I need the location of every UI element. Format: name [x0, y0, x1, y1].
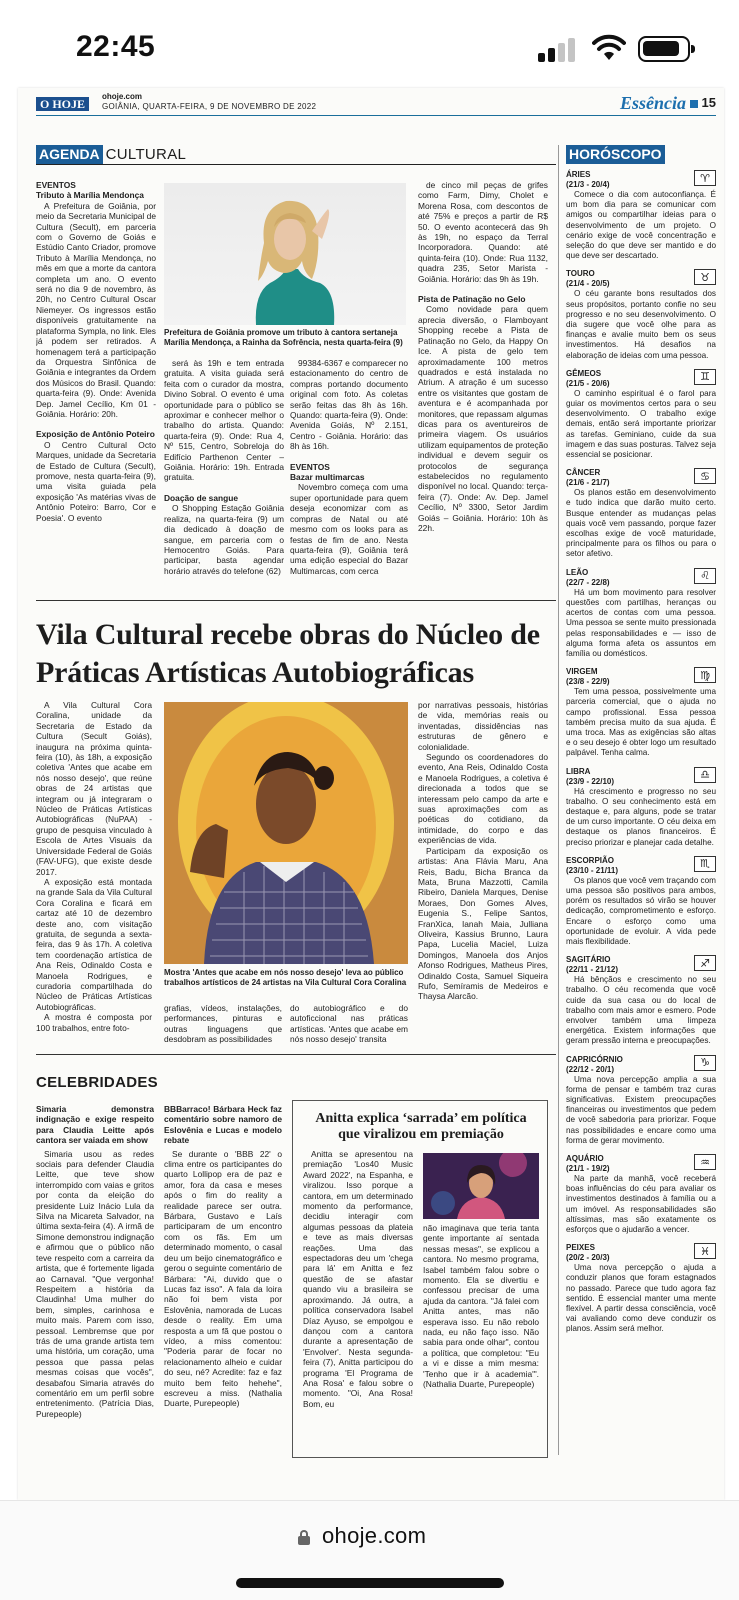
anitta-photo: [423, 1153, 539, 1219]
article-text: do autobiográfico e do autoficcional nas práticas artísticas. 'Antes que acabe em nós nosso desejo' transita: [290, 1003, 408, 1045]
sign-text: Há um bom movimento para resolver questões com partilhas, heranças ou acertos de contas com uma pessoa. Uma pessoa se sente muito pressionada pelas responsabilidades e — isso de alguma forma afeta os assuntos em família ou domésticos.: [566, 587, 716, 658]
article-text: Segundo os coordenadores do evento, Ana Reis, Odinaldo Costa e Manoela Rodrigues, a coletiva é direcionada a todos que se interessam pelo campo da arte e suas aproximações com as poéticas do cotidiano, da intimidade, do corpo e das experiências de vida.: [418, 752, 548, 846]
pisces-icon: ♓: [694, 1243, 716, 1259]
anitta-box: [292, 1100, 548, 1458]
newspaper-page[interactable]: [18, 88, 724, 1500]
agenda-title-rest: CULTURAL: [105, 146, 187, 163]
sign-name: LIBRA: [566, 766, 591, 776]
article-text: 99384-6367 e comparecer no estacionamento do centro de compras portando documento original com foto. As coletas serão feitas das 8h às 16h. Quando: quarta-feira (9). Onde: Avenida Goiás, Nº 2.151, Centro - Goiânia. Horário: das 8h às 16h.: [290, 358, 408, 452]
sign-text: Os planos estão em desenvolvimento e tudo indica que darão muito certo. Busque entender as mudanças pelas quais você vem passando, porque fazer escolhas exige de você maturidade, principalmente para os filhos ou para o setor afetivo.: [566, 488, 716, 559]
vila-column-3: [290, 1003, 408, 1045]
sign-dates: (23/9 - 22/10): [566, 776, 615, 786]
sign-name: CAPRICÓRNIO: [566, 1054, 623, 1064]
horoscope-sign: [566, 767, 716, 848]
cancer-icon: ♋: [694, 468, 716, 484]
sign-name: ESCORPIÃO: [566, 855, 615, 865]
scorpio-icon: ♏: [694, 856, 716, 872]
horoscope-sign: [566, 568, 716, 659]
sign-name: GÊMEOS: [566, 368, 602, 378]
horoscope-sign: [566, 369, 716, 460]
home-indicator[interactable]: [236, 1578, 504, 1588]
sign-text: Há crescimento e progresso no seu trabalho. O seu conhecimento está em destaque e, para alguns, pode se tratar de um curso importante. O céu deixa em destaque os planos financeiros. É preciso priorizar e planejar cada detalhe.: [566, 786, 716, 847]
horoscope-sign: [566, 955, 716, 1046]
article-text: Simaria usou as redes sociais para defender Claudia Leitte, que teve show interrompido com vaias e gritos por conta da eleição do presidente Luiz Inácio Lula da Silva na Micareta Salvador, na última sexta-feira (4). A irmã de Simone demonstrou indignação e afirmou que o público não teve respeito com a carreira da artista, que é fortemente ligada ao Carnaval. "Que vergonha! Respeitem a história da Claudinha! Uma mulher do bem, simples, carinhosa e muito mais. Parem com isso, pessoal. Lembremse que por trás de uma grande artista tem uma história, um coração, uma pessoa que passa pelas mesmas coisas que vocês", desabafou Simaria através do comentário em um perfil sobre entretenimento. (Patrícia Dias, Purepeople): [36, 1148, 154, 1419]
horoscope-sign: [566, 170, 716, 261]
article-text: por narrativas pessoais, histórias de vida, memórias reais ou inventadas, dissidências nas estruturas de gênero e colonialidade.: [418, 700, 548, 752]
horoscope-sign: [566, 468, 716, 559]
sign-dates: (22/7 - 22/8): [566, 577, 610, 587]
column-divider: [558, 145, 559, 1455]
marilia-photo: [164, 183, 406, 325]
sign-dates: (21/1 - 19/2): [566, 1164, 610, 1174]
sign-name: VIRGEM: [566, 667, 598, 677]
celebridades-title: CELEBRIDADES: [36, 1074, 158, 1091]
horoscope-sign: [566, 667, 716, 758]
newspaper-logo: O HOJE: [36, 97, 89, 111]
sign-dates: (23/8 - 22/9): [566, 677, 610, 687]
lock-icon: [298, 1530, 310, 1544]
horoscope-sign: [566, 1055, 716, 1146]
signal-icon: [538, 38, 578, 62]
photo-caption: Prefeitura de Goiânia promove um tributo à cantora sertaneja Marília Mendonça, a Rainha da Sofrência, nesta quarta-feira (9): [164, 328, 403, 347]
sign-text: Comece o dia com autoconfiança. É um bom dia para se comunicar com amigos ou compartilhar ideias para o desenvolvimento de um projeto. O cenário exige de você concentração e seleção do que deve ser mantido e do que deve ser descartado.: [566, 190, 716, 261]
sign-dates: (23/10 - 21/11): [566, 865, 619, 875]
article-heading: Doação de sangue: [164, 492, 239, 503]
horoscope-sign: [566, 1243, 716, 1334]
sign-text: Há bênçãos e crescimento no seu trabalho. O céu recomenda que você cuide da sua casa ou do local de trabalho com mais amor e esmero. Pode envolver também uma limpeza energética. Existem informações que geram pressão interna e preocupações.: [566, 975, 716, 1046]
article-text: Anitta se apresentou na premiação 'Los40 Music Award 2022', na Espanha, e viralizou. Isso porque a cantora, em um determinado momento da performance, decidiu interagir com algumas pessoas da plateia e teve as mais diversas reações. Uma das espectadoras deu um 'chega para lá' em Anitta e fez questão de se afastar quando viu a brasileira se aproximando. Já outra, a política conservadora Isabel Díaz Ayuso, se empolgou e dançou com a cantora durante a apresentação de 'Envolver'. Nesta segunda-feira (7), Anitta participou do programa 'El Programa de Ana Rosa' e falou sobre o momento. "Oi, Ana Rosa! Bom, eu: [303, 1149, 413, 1409]
sign-dates: (20/2 - 20/3): [566, 1253, 610, 1263]
capricorn-icon: ♑: [694, 1055, 716, 1071]
sign-dates: (22/11 - 21/12): [566, 965, 619, 975]
status-bar: [0, 0, 739, 88]
vila-headline: Vila Cultural recebe obras do Núcleo de Práticas Artísticas Autobiográficas: [36, 618, 540, 689]
article-text: não imaginava que teria tanta gente importante aí sentada nessas mesas", se explicou a cantora. No mesmo programa, Isabel também falou sobre o momento. Ela se divertiu e confessou precisar de uma ajuda da cantora. "Já falei com Anitta antes, mas não esperava isso. Eu não rebolo nada, eu não faço isso. Não sabia para onde olhar", contou a política, que completou: "Eu a vi e disse a mim mesma: 'Tenho que ir à academia'". (Nathalia Duarte, Purepeople): [423, 1223, 539, 1390]
sign-dates: (22/12 - 20/1): [566, 1064, 615, 1074]
article-text: Participam da exposição os artistas: Ana Flávia Maru, Ana Reis, Badu, Bicha Branca da Mata, Bruna Mazzotti, Camila Ribeiro, Daniela Marques, Denise Moraes, Don Gomes Alves, Eugenia S., Felipe Santos, FranXica, Ianah Maia, Julliana Oliveira, Kassius Brunno, Laura Papa, Lucelia Maciel, Luiza Domingos, Manoela dos Anjos Afonso Rodrigues, Matheus Pires, Odinaldo Costa, Samuel Siqueira Rufo, Semíramis de Medeiros e Thaysa Alarcão.: [418, 845, 548, 1002]
celebridades-column-2: [164, 1104, 282, 1459]
sign-text: Uma nova percepção amplia a sua forma de pensar e também traz curas significativas. Existem preocupações financeiras ou investimentos que pedem de você sabedoria para priorizar. Foque nas possibilidades e encare como uma forma de gerar movimento.: [566, 1074, 716, 1145]
sign-dates: (21/5 - 20/6): [566, 378, 610, 388]
vila-column-2: [164, 1003, 282, 1045]
agenda-cultural-title: [36, 145, 556, 165]
horoscope-sign: [566, 269, 716, 360]
agenda-column-3: [290, 358, 408, 592]
sign-name: AQUÁRIO: [566, 1154, 604, 1164]
sign-text: Os planos que você vem traçando com uma pessoa são positivos para ambos, porém os resultados só virão se houver dedicação, comprometimento e esforço. Encare o esforço como uma oportunidade de evoluir. A vida pede mais flexibilidade.: [566, 875, 716, 946]
header-date: GOIÂNIA, QUARTA-FEIRA, 9 DE NOVEMBRO DE 2022: [102, 102, 317, 111]
article-text: A exposição está montada na grande Sala da Vila Cultural Cora Coralina e ficará em cartaz até 10 de dezembro deste ano, com visitação gratuita, de segunda a sexta-feira, das 9 às 17h. A coletiva tem coordenação artística de Ana Reis, Odinaldo Costa e Manoela Rodrigues, e curadoria compartilhada do Núcleo de Práticas Artísticas Autobiográficas.: [36, 876, 152, 1012]
article-heading: Bazar multimarcas: [290, 472, 365, 483]
vila-column-4: [418, 700, 548, 1044]
article-heading: Pista de Patinação no Gelo: [418, 294, 526, 305]
agenda-tag: AGENDA: [36, 145, 103, 164]
status-time: 22:45: [76, 30, 156, 63]
celebridades-column-1: [36, 1104, 154, 1459]
sign-name: PEIXES: [566, 1243, 595, 1253]
article-text: O Shopping Estação Goiânia realiza, na quarta-feira (9) um dia dedicado à doação de sangue, em parceria com o Hemocentro Goiás. Para participar, basta agendar horário através do telefone (62): [164, 503, 284, 576]
article-heading: Tributo à Marília Mendonça: [36, 190, 144, 201]
horoscope-sign: [566, 856, 716, 947]
article-text: A Vila Cultural Cora Coralina, unidade da Secretaria de Estado da Cultura (Secult Goiás), inaugura na próxima quinta-feira (10), às 18h, a exposição coletiva 'Antes que acabe em nós nosso desejo', que reúne obras de 24 artistas que integram ou já integraram o Núcleo de Práticas Artísticas Autobiográficas (NuPAA) - grupo de pesquisa vinculado à Escola de Artes Visuais da Universidade Federal de Goiás (FAV-UFG), que existe desde 2017.: [36, 700, 152, 877]
box-column-2: [423, 1223, 539, 1451]
article-text: A mostra é composta por 100 trabalhos, entre foto-: [36, 1012, 152, 1033]
divider: [36, 1054, 556, 1055]
agenda-column-1: [36, 180, 156, 592]
article-text: será às 19h e tem entrada gratuita. A visita guiada será feita com o curador da mostra, Divino Sobral. O evento é uma oportunidade para o público se aproximar e conhecer melhor o trabalho do artista. Quando: quarta-feira (9). Onde: Rua 4, Nº 515, Centro, Sobreloja do Edifício Parthenon Center – Goiânia. Horário: 19h. Entrada gratuita.: [164, 358, 284, 483]
section-name: Essência: [619, 93, 686, 113]
url-bar[interactable]: ohoje.com: [322, 1523, 427, 1548]
sign-text: O caminho espiritual é o farol para guiar os movimentos certos para o seu desenvolvimento. O trabalho exige demais, então será importante priorizar as tarefas. Geminiano, cuide da sua imagem e das suas posturas. Talvez seja essencial se posicionar.: [566, 388, 716, 460]
section-square-icon: [690, 100, 698, 108]
agenda-column-2: [164, 358, 284, 592]
sagittarius-icon: ♐: [694, 955, 716, 971]
header-site: ohoje.com: [102, 92, 143, 101]
horoscope-sign: [566, 1154, 716, 1235]
sign-name: ÁRIES: [566, 170, 591, 179]
sign-dates: (21/6 - 21/7): [566, 478, 610, 488]
sign-name: CÂNCER: [566, 468, 601, 478]
sign-text: Uma nova percepção o ajuda a conduzir planos que foram estagnados no passado. Parece que tudo agora faz sentido. É essencial manter uma mente flexível. A partir dessa consciência, você vai avaliando como deve conduzir os planos. Assim será melhor.: [566, 1263, 716, 1334]
article-text: de cinco mil peças de grifes como Farm, Dimy, Cholet e Morena Rosa, com descontos de até 75% e preços a partir de R$ 50. O evento acontecerá das 9h às 19h, no espaço da Terral Incorporadora. Quando: até quinta-feira (10). Onde: Rua 1132, quadra 235, Setor Marista - Goiânia. Horário: das 9h às 19h.: [418, 180, 548, 284]
sign-dates: (21/4 - 20/5): [566, 279, 610, 289]
aquarius-icon: ♒: [694, 1154, 716, 1170]
horoscopo-column: [566, 170, 716, 1343]
article-heading: BBBarraco! Bárbara Heck faz comentário sobre namoro de Eslovênia e Lucas e modelo rebate: [164, 1104, 282, 1146]
article-heading: Simaria demonstra indignação e exige respeito para Claudia Leitte após cantora ser vaiada em show: [36, 1104, 154, 1146]
vila-column-1: [36, 700, 152, 1044]
sign-name: LEÃO: [566, 567, 589, 577]
article-text: Se durante o 'BBB 22' o clima entre os participantes do quarto Lollipop era de paz e amor, fora da casa e meses após o fim do reality a realidade parece ser outra. Bárbara, Gustavo e Laís participaram de um encontro com os fãs. Em um determinado momento, o casal deu um beijo cinematográfico e gerou o seguinte comentário de Bárbara: "Ai, duvido que o Lucas faz isso". A fala da loira não foi bem vista por Eslovênia, namorada de Lucas desde o reality. Em uma resposta a um fã que postou o vídeo, a miss comentou: "Poderia parar de focar no relacionamento alheio e cuidar do seu, né? Acredite: faz e faz muito bem feito hehehe", escreveu a miss. (Nathalia Duarte, Purepeople): [164, 1148, 282, 1409]
box-title: Anitta explica ‘sarrada’ em política que viralizou em premiação: [315, 1111, 527, 1142]
sign-text: Na parte da manhã, você receberá boas influências do céu para avaliar os investimentos destinados à família ou a um imóvel. As responsabilidades são altíssimas, mas são exatamente os esforços que o ajudarão a vencer.: [566, 1174, 716, 1235]
gemini-icon: ♊: [694, 369, 716, 385]
libra-icon: ♎: [694, 767, 716, 783]
page-header: [36, 92, 716, 116]
sign-name: SAGITÁRIO: [566, 955, 611, 965]
battery-icon: [638, 36, 690, 62]
article-text: Novembro começa com uma super oportunidade para quem deseja economizar com as compras de Natal ou até mesmo com os looks para as festas de fim de ano. Nesta quarta-feira (9), Goiânia terá uma edição especial do Bazar Multimarcas, com cerca: [290, 482, 408, 576]
virgo-icon: ♍: [694, 667, 716, 683]
photo-caption: Mostra 'Antes que acabe em nós nosso desejo' leva ao público trabalhos artísticos de 24 artistas na Vila Cultural Cora Coralina: [164, 968, 407, 987]
taurus-icon: ♉: [694, 269, 716, 285]
article-text: grafias, vídeos, instalações, performances, pinturas e outras linguagens que desdobram as possibilidades: [164, 1003, 282, 1045]
divider: [36, 600, 556, 601]
article-text: Como novidade para quem aprecia diversão, o Flamboyant Shopping recebe a Pista de Patinação no Gelo, da Happy On Ice. A pista de gelo tem aproximadamente 100 metros quadrados e está instalada no Atrium. A atração é um sucesso entre os visitantes que gostam de aventura e é acompanhada por monitores, que repassam algumas dicas para os aventureiros de primeira viagem. Os usuários utilizam equipamentos de proteção individual e devem seguir os protocolos de segurança estabelecidos no regulamento disponível no local. Quando: terça-feira (7). Onde: Av. Dep. Jamel Cecílio, Nº 3300, Setor Jardim Goiás – Goiânia. Horário: 10h às 22h.: [418, 304, 548, 533]
article-text: A Prefeitura de Goiânia, por meio da Secretaria Municipal de Cultura (Secult), em parceria com o Governo de Goiás e Estúdio Canto Criador, promove Tributo à Marília Mendonça, no mês em que a morte da cantora completa um ano. O evento será no dia 9 de novembro, às 20h, no Centro Cultural Oscar Niemeyer. Os ingressos estão disponíveis gratuitamente na plataforma Sympla, no link. Eles já podem ser retirados. A homenagem terá a participação da Orquestra Sinfônica de Goiânia e integrantes da Ordem dos Músicos do Brasil. Quando: quarta-feira (9). Onde: Avenida Dep. Jamel Cecílio, Km 01 - Goiânia. Horário: 20h.: [36, 200, 156, 419]
page-number: 15: [701, 95, 716, 110]
agenda-column-4: [418, 180, 548, 592]
agenda-kicker: EVENTOS: [36, 180, 76, 190]
horoscopo-title: HORÓSCOPO: [566, 145, 665, 164]
sign-dates: (21/3 - 20/4): [566, 180, 610, 189]
agenda-kicker: EVENTOS: [290, 461, 330, 472]
leo-icon: ♌: [694, 568, 716, 584]
box-column-1: [303, 1149, 413, 1451]
sign-name: TOURO: [566, 269, 595, 279]
aries-icon: ♈: [694, 170, 716, 186]
wifi-icon: [592, 34, 626, 62]
article-text: O Centro Cultural Octo Marques, unidade da Secretaria de Estado de Cultura (Secult), promove, nesta quarta-feira (9), uma visita guiada pela exposição 'As matérias vivas de Antônio Poteiro: Barro, Cor e Poesia'. O evento: [36, 439, 156, 523]
sign-text: Tem uma pessoa, possivelmente uma parceria comercial, que o ajuda no campo profissional. Essa pessoa também precisa muito da sua ajuda. É uma troca. Mas as exigências são altas e o seu desejo é obter logo um resultado palpável. Tenha calma.: [566, 687, 716, 758]
article-heading: Exposição de Antônio Poteiro: [36, 429, 155, 440]
artwork-photo: [164, 702, 408, 964]
sign-text: O céu garante bons resultados dos seus propósitos, portanto confie no seu progresso e no seu desenvolvimento. O dia sugere que você olhe para as finanças e avalie muito bem os seus investimentos. Há desafios na elaboração de ideias com uma pessoa.: [566, 289, 716, 360]
